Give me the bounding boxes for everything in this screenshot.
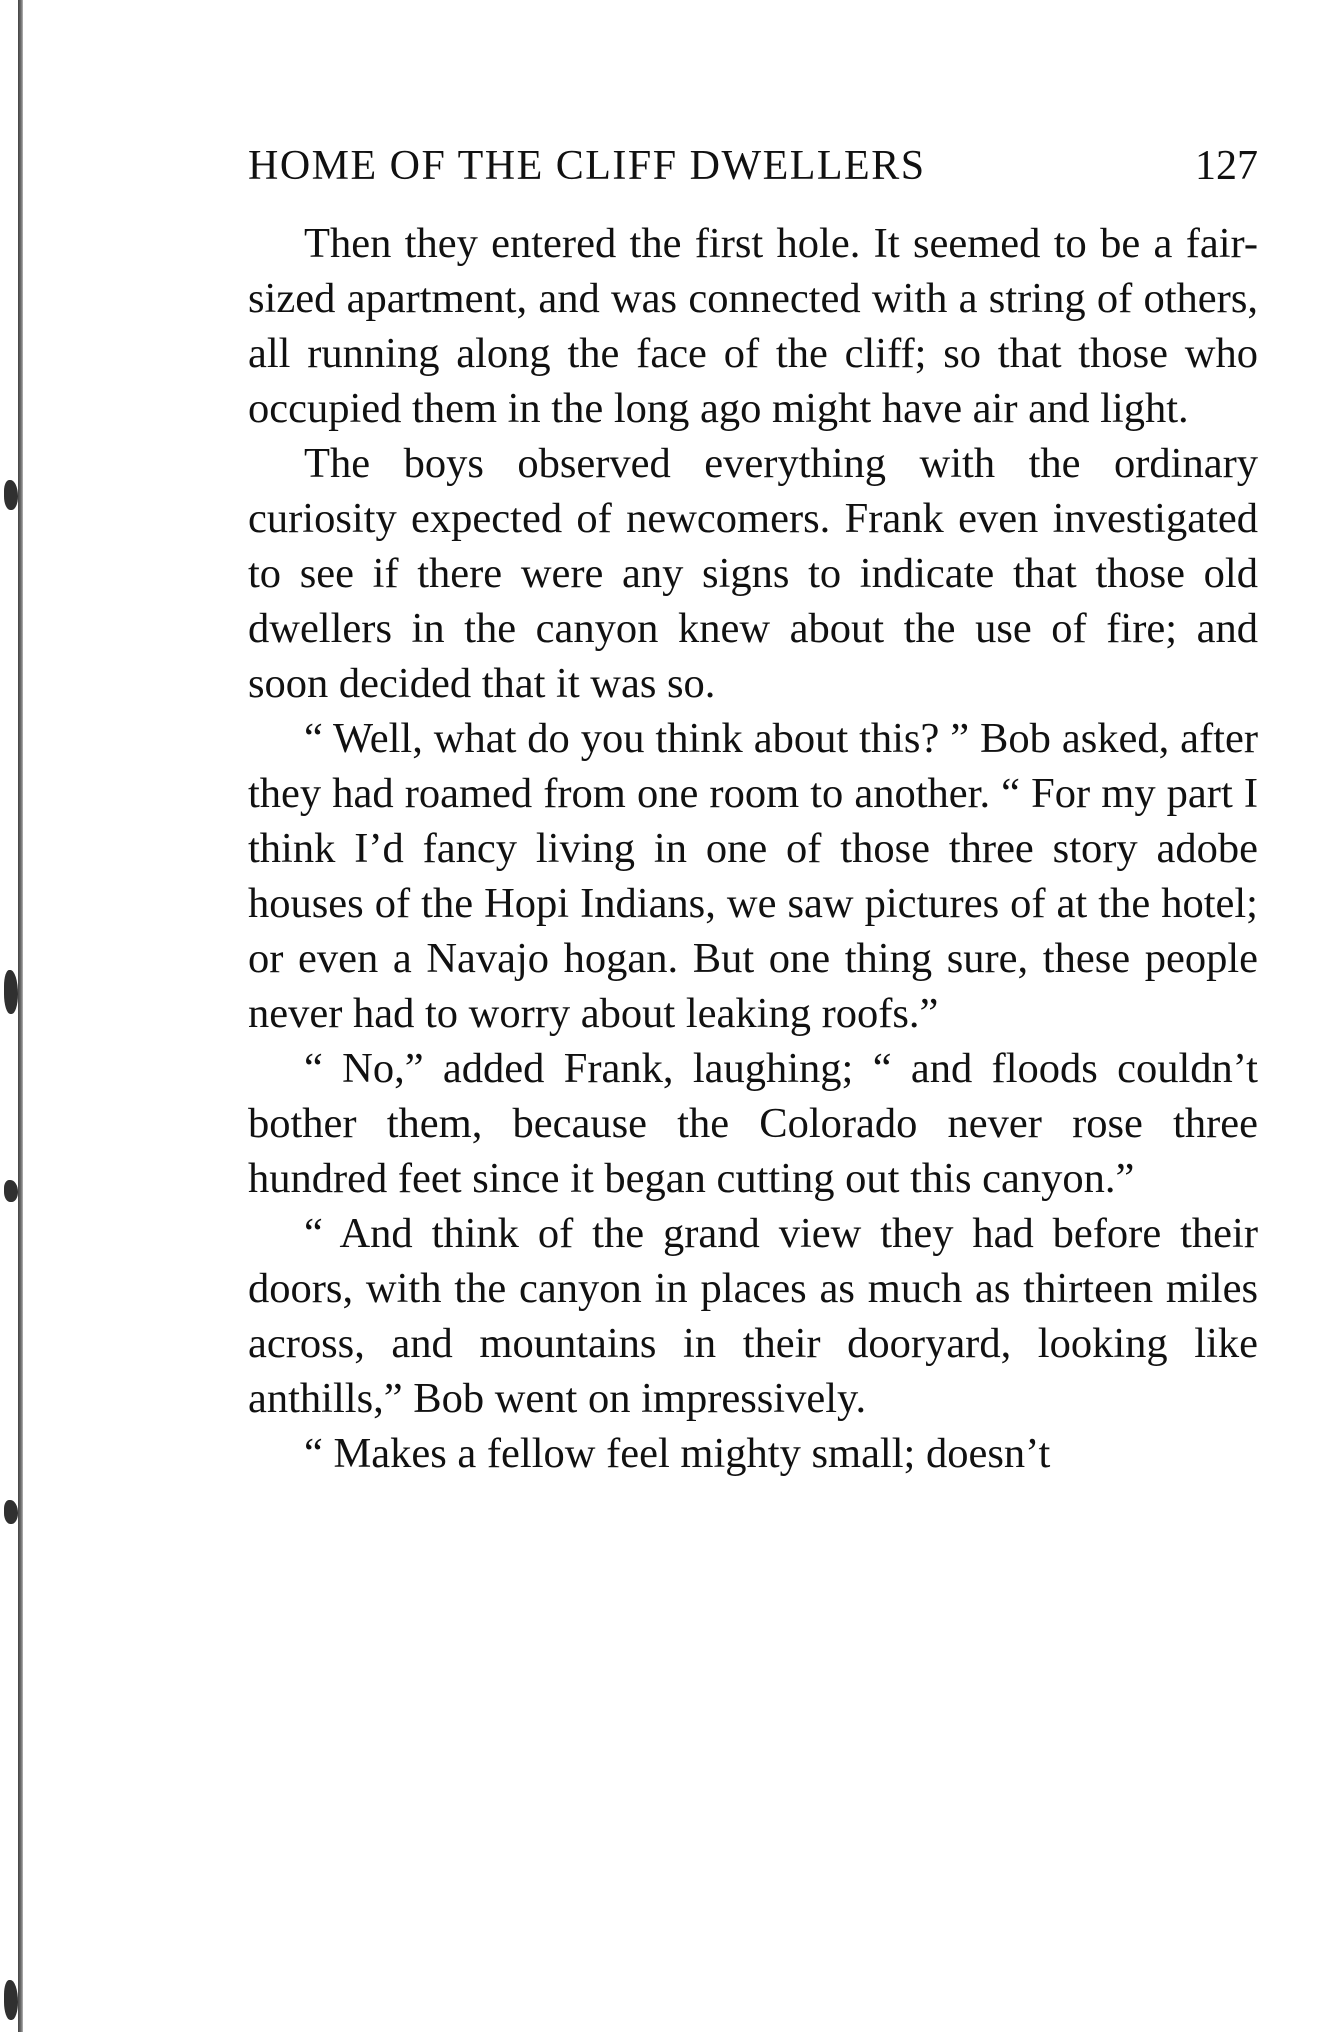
paragraph: “ And think of the grand view they had before their doors, with the canyon in places as much as thirteen miles across, and mountains in their dooryard, looking like anthills,” Bob went on impressively. [248,1210,1258,1422]
paragraph: “ Makes a fellow feel mighty small; doesn’t [304,1430,1051,1477]
binding-mark [4,1980,18,2020]
running-head [248,138,1258,202]
binding-mark [4,970,18,1014]
running-head-title: HOME OF THE CLIFF DWELLERS [248,143,926,189]
paragraph: “ No,” added Frank, laughing; “ and floods couldn’t bother them, because the Colorado never rose three hundred feet since it began cutting out this canyon.” [248,1045,1258,1202]
page-number: 127 [1195,143,1258,189]
binding-mark [4,1500,18,1524]
paragraph: Then they entered the first hole. It seemed to be a fair-sized apartment, and was connected with a string of others, all running along the face of the cliff; so that those who occupied them in the long ago might have air and light. [248,220,1258,432]
binding-mark [4,1180,18,1202]
paragraph: The boys observed everything with the ordinary curiosity expected of newcomers. Frank even investigated to see if there were any signs to indicate that those old dwellers in the canyon knew about the use of fire; and soon decided that it was so. [248,440,1258,707]
paragraph: “ Well, what do you think about this? ” Bob asked, after they had roamed from one room to another. “ For my part I think I’d fancy living in one of those three story adobe houses of the Hopi Indians, we saw pictures of at the hotel; or even a Navajo hogan. But one thing sure, these people never had to worry about leaking roofs.” [248,715,1258,1037]
body-text [248,216,1258,1481]
binding-mark [4,480,18,510]
page-binding-edge [18,0,23,2032]
book-page [248,138,1258,1481]
